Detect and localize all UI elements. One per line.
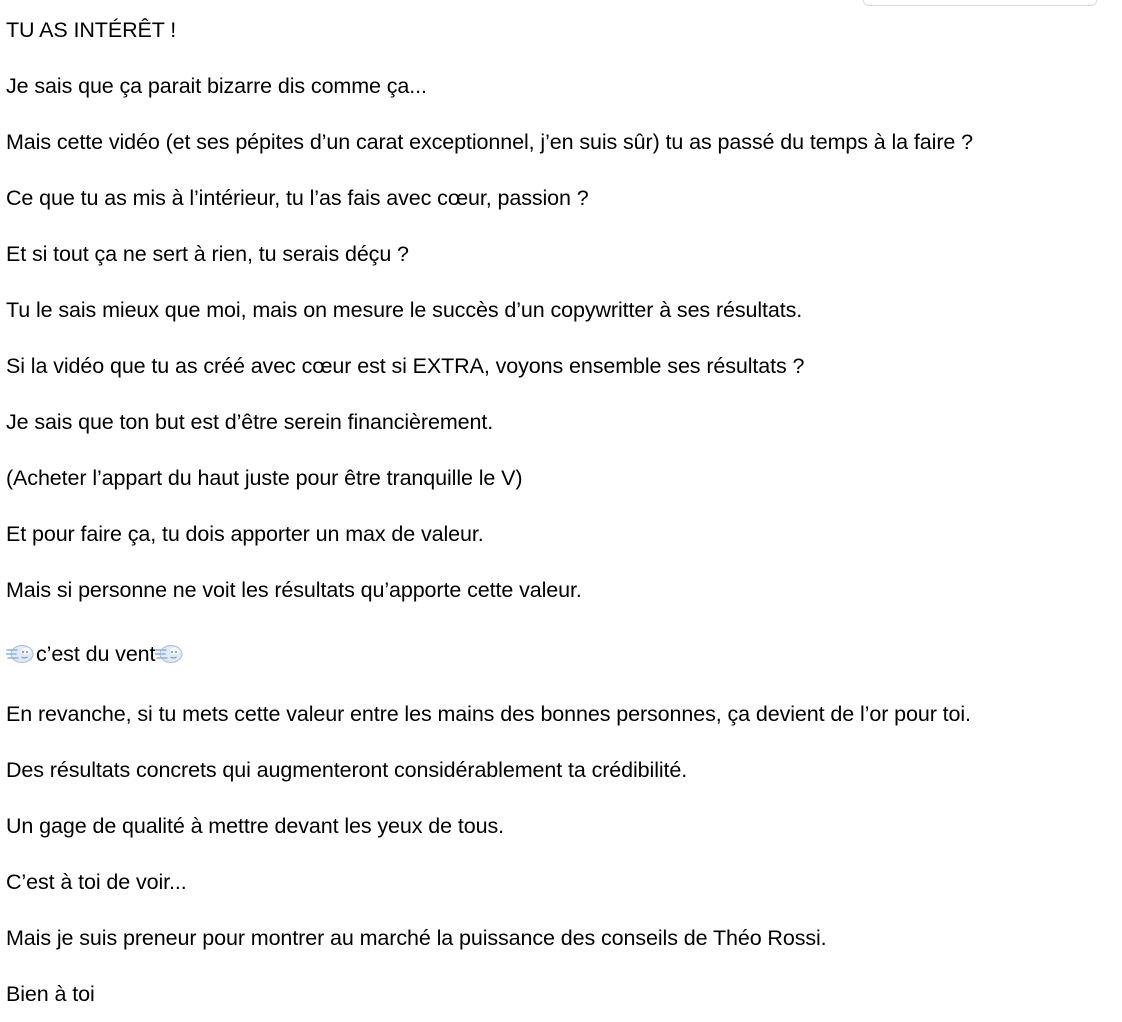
message-line-13: Des résultats concrets qui augmenteront considérablement ta crédibilité. (6, 758, 688, 782)
message-line-4: Ce que tu as mis à l’intérieur, tu l’as fais avec cœur, passion ? (6, 186, 589, 210)
message-line-12: En revanche, si tu mets cette valeur entre les mains des bonnes personnes, ça devient de l’or pour toi. (6, 702, 971, 726)
emoji-line-text: c’est du vent (36, 642, 156, 666)
wind-face-icon (6, 640, 36, 668)
message-line-1: TU AS INTÉRÊT ! (6, 18, 177, 42)
message-line-8: Je sais que ton but est d’être serein financièrement. (6, 410, 494, 434)
message-line-15: C’est à toi de voir... (6, 870, 187, 894)
message-line-9: (Acheter l’appart du haut juste pour être tranquille le V) (6, 466, 523, 490)
message-line-14: Un gage de qualité à mettre devant les yeux de tous. (6, 814, 504, 838)
top-input-edge[interactable] (862, 0, 1098, 6)
message-line-2: Je sais que ça parait bizarre dis comme ça... (6, 74, 427, 98)
message-line-10: Et pour faire ça, tu dois apporter un max de valeur. (6, 522, 484, 546)
message-line-3: Mais cette vidéo (et ses pépites d’un carat exceptionnel, j’en suis sûr) tu as passé du temps à la faire ? (6, 130, 973, 154)
message-line-7: Si la vidéo que tu as créé avec cœur est si EXTRA, voyons ensemble ses résultats ? (6, 354, 805, 378)
message-emoji-line (6, 640, 185, 668)
wind-face-icon (155, 640, 185, 668)
message-line-11: Mais si personne ne voit les résultats qu’apporte cette valeur. (6, 578, 582, 602)
message-line-16: Mais je suis preneur pour montrer au marché la puissance des conseils de Théo Rossi. (6, 926, 827, 950)
message-line-5: Et si tout ça ne sert à rien, tu serais déçu ? (6, 242, 409, 266)
message-line-17: Bien à toi (6, 982, 95, 1006)
message-line-6: Tu le sais mieux que moi, mais on mesure le succès d’un copywritter à ses résultats. (6, 298, 803, 322)
